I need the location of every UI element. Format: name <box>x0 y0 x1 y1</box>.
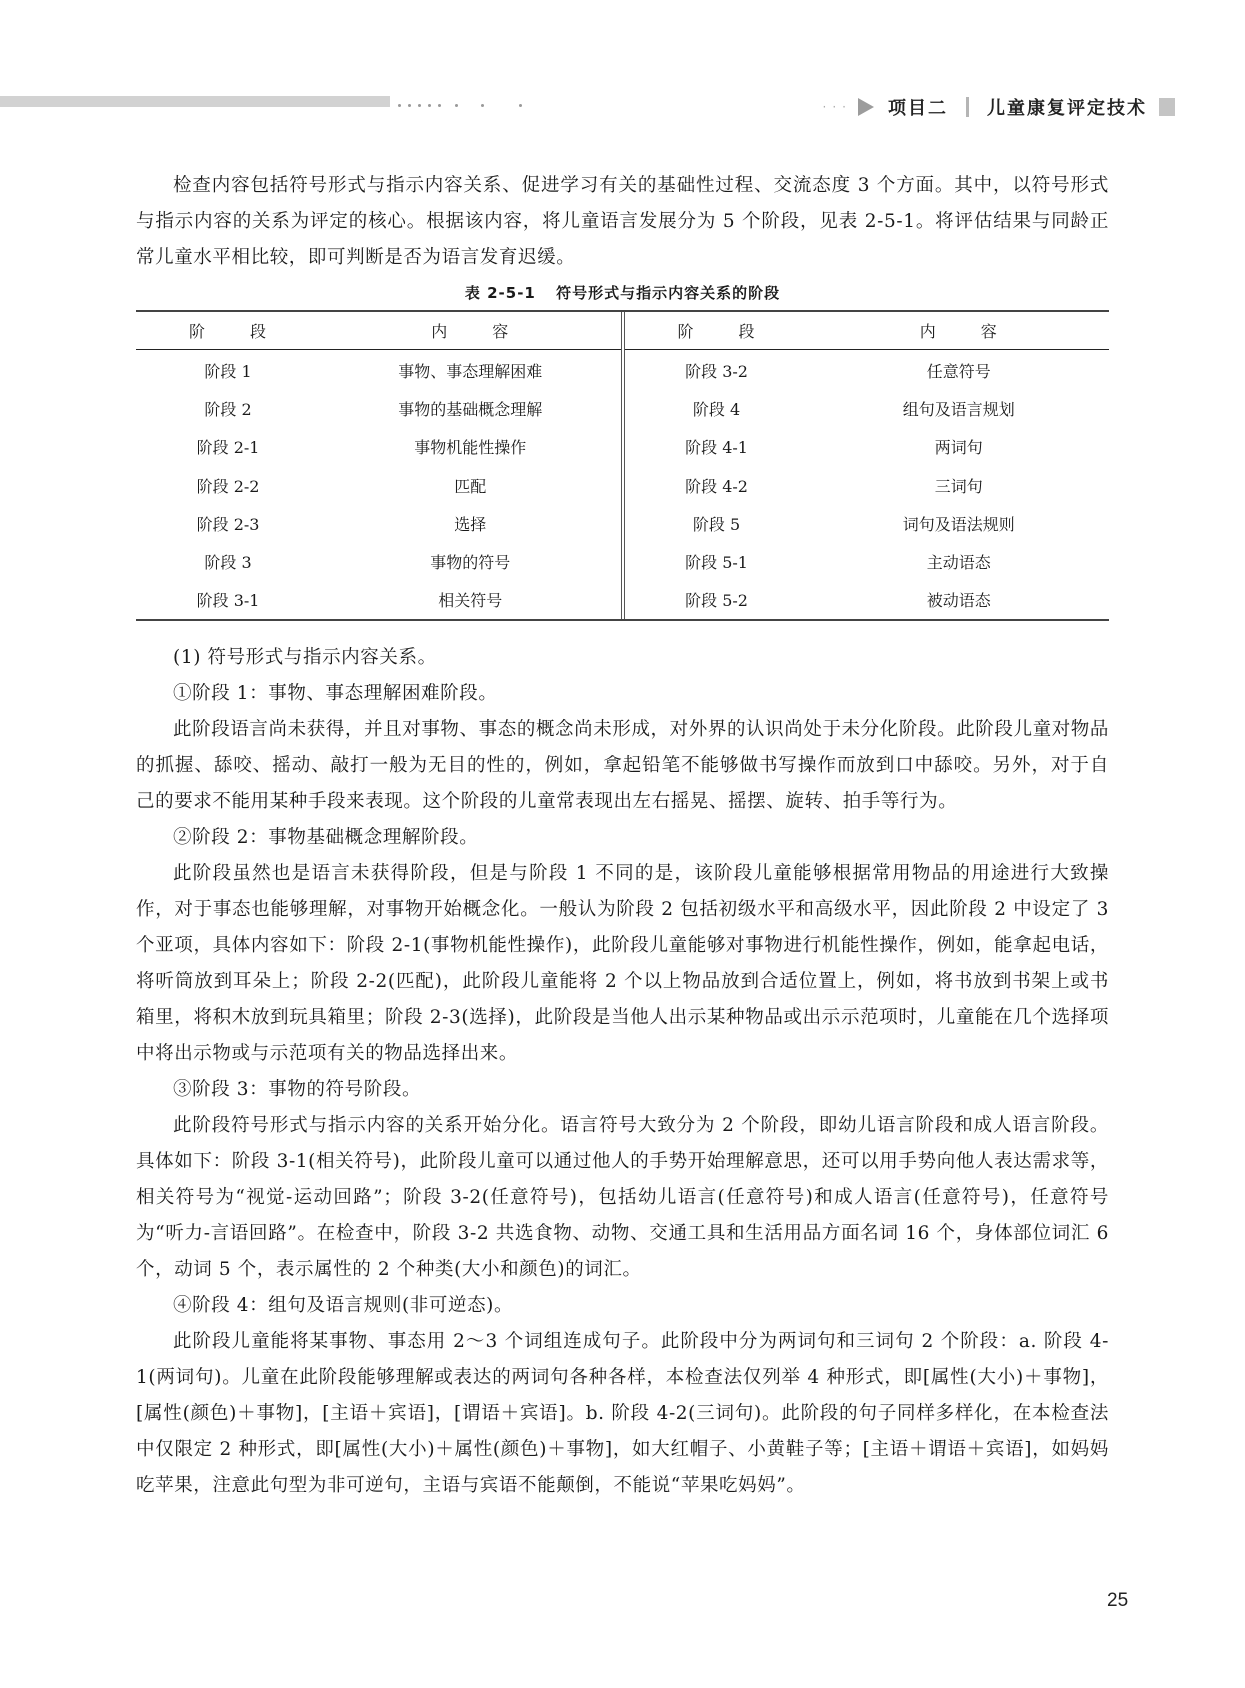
table-row: 阶段 4 组句及语言规划 <box>692 399 1015 419</box>
stage-heading: ④阶段 4：组句及语言规则(非可逆态)。 <box>173 1295 514 1316</box>
table-header-row <box>136 312 621 350</box>
table-row: 阶段 4-2 三词句 <box>685 476 983 496</box>
stage-heading: ②阶段 2：事物基础概念理解阶段。 <box>173 827 479 848</box>
table-caption <box>136 282 1109 303</box>
header-lead-dots: ··· <box>822 100 852 114</box>
table-left-half <box>136 312 625 619</box>
header-stage: 阶 段 <box>677 322 756 341</box>
stage-heading: ③阶段 3：事物的符号阶段。 <box>173 1079 422 1100</box>
body-paragraph: 此阶段语言尚未获得，并且对事物、事态的概念尚未形成，对外界的认识尚处于未分化阶段。此阶段儿童对物品的抓握、舔咬、摇动、敲打一般为无目的性的，例如，拿起铅笔不能够做书写操作而放到口中舔咬。另外，对于自己的要求不能用某种手段来表现。这个阶段的儿童常表现出左右摇晃、摇摆、旋转、拍手等行为。 <box>136 719 1109 812</box>
table-caption-text: 符号形式与指示内容关系的阶段 <box>556 284 781 302</box>
header-separator <box>966 97 969 117</box>
body-paragraph: 此阶段儿童能将某事物、事态用 2～3 个词组连成句子。此阶段中分为两词句和三词句 2 个阶段：a. 阶段 4-1(两词句)。儿童在此阶段能够理解或表达的两词句各种各样，本检查法仅列举 4 种形式，即[属性(大小)＋事物]，[属性(颜色)＋事物]，[主语＋宾语]，[谓语＋宾语]。b. 阶段 4-2(三词句)。此阶段的句子同样多样化，在本检查法中仅限定 2 种形式，即[属性(大小)＋属性(颜色)＋事物]，如大红帽子、小黄鞋子等；[主语＋谓语＋宾语]，如妈妈吃苹果，注意此句型为非可逆句，主语与宾语不能颠倒，不能说“苹果吃妈妈”。 <box>136 1331 1109 1496</box>
header-chapter: 项目二 <box>888 98 948 119</box>
table-row: 阶段 2-1 事物机能性操作 <box>196 438 527 458</box>
table-header-row <box>625 312 1110 350</box>
intro-paragraph: 检查内容包括符号形式与指示内容关系、促进学习有关的基础性过程、交流态度 3 个方面。其中，以符号形式与指示内容的关系为评定的核心。根据该内容，将儿童语言发展分为 5 个阶段，见表 2-5-1。将评估结果与同龄正常儿童水平相比较，即可判断是否为语言发育迟缓。 <box>136 175 1109 268</box>
header-stage: 阶 段 <box>189 322 268 341</box>
running-header <box>823 92 1175 122</box>
table-row: 阶段 2-2 匹配 <box>196 476 487 496</box>
header-content: 内 容 <box>919 322 998 341</box>
chevron-right-icon <box>858 98 874 116</box>
stage-table <box>136 310 1109 621</box>
body-paragraph: 此阶段符号形式与指示内容的关系开始分化。语言符号大致分为 2 个阶段，即幼儿语言阶段和成人语言阶段。具体如下：阶段 3-1(相关符号)，此阶段儿童可以通过他人的手势开始理解意思，还可以用手势向他人表达需求等，相关符号为“视觉-运动回路”；阶段 3-2(任意符号)，包括幼儿语言(任意符号)和成人语言(任意符号)，任意符号为“听力-言语回路”。在检查中，阶段 3-2 共选食物、动物、交通工具和生活用品方面名词 16 个，身体部位词汇 6 个，动词 5 个，表示属性的 2 个种类(大小和颜色)的词汇。 <box>136 1115 1109 1280</box>
table-number: 表 2-5-1 <box>464 284 536 302</box>
intro-block <box>136 168 1109 313</box>
body-paragraph: 此阶段虽然也是语言未获得阶段，但是与阶段 1 不同的是，该阶段儿童能够根据常用物品的用途进行大致操作，对于事态也能够理解，对事物开始概念化。一般认为阶段 2 包括初级水平和高级水平，因此阶段 2 中设定了 3 个亚项，具体内容如下：阶段 2-1(事物机能性操作)，此阶段儿童能够对事物进行机能性操作，例如，能拿起电话，将听筒放到耳朵上；阶段 2-2(匹配)，此阶段儿童能将 2 个以上物品放到合适位置上，例如，将书放到书架上或书箱里，将积木放到玩具箱里；阶段 2-3(选择)，此阶段是当他人出示某种物品或出示示范项时，儿童能在几个选择项中将出示物或与示范项有关的物品选择出来。 <box>136 863 1109 1064</box>
header-square-mark <box>1159 98 1175 116</box>
header-decorative-dots <box>398 104 538 108</box>
table-row: 阶段 1 事物、事态理解困难 <box>204 361 543 381</box>
table-right-half <box>625 312 1110 619</box>
section-heading: (1) 符号形式与指示内容关系。 <box>173 647 437 668</box>
table-row: 阶段 5-2 被动语态 <box>685 591 991 611</box>
table-row: 阶段 4-1 两词句 <box>685 438 983 458</box>
table-row: 阶段 5-1 主动语态 <box>685 553 991 573</box>
stage-heading: ①阶段 1：事物、事态理解困难阶段。 <box>173 683 498 704</box>
header-title: 儿童康复评定技术 <box>987 98 1147 119</box>
table-row: 阶段 3-1 相关符号 <box>196 591 503 611</box>
table-row: 阶段 3 事物的符号 <box>204 553 511 573</box>
page-number: 25 <box>1107 1590 1129 1611</box>
table-row: 阶段 3-2 任意符号 <box>685 361 991 381</box>
table-row: 阶段 5 词句及语法规则 <box>692 514 1015 534</box>
header-content: 内 容 <box>431 322 510 341</box>
header-decorative-bar <box>0 96 390 107</box>
body-text <box>136 640 1109 1504</box>
table-row: 阶段 2-3 选择 <box>196 514 487 534</box>
table-row: 阶段 2 事物的基础概念理解 <box>204 399 543 419</box>
